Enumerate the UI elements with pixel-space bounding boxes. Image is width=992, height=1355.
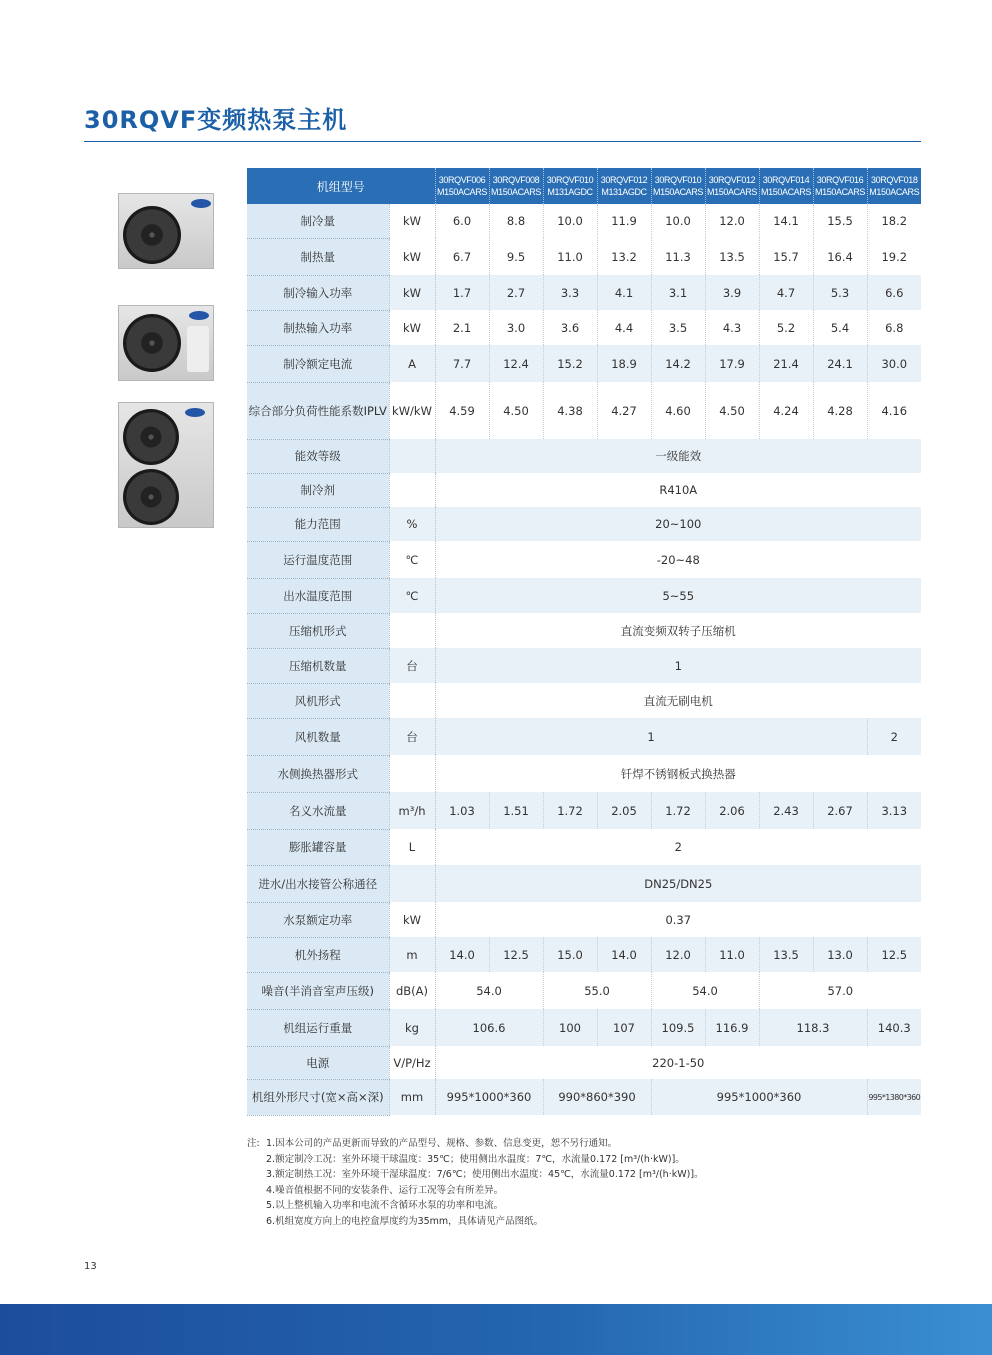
model-suffix: M131AGDC [601, 187, 647, 197]
table-row [247, 937, 921, 972]
value-cell: 1 [435, 648, 921, 683]
value-cell: 55.0 [543, 972, 651, 1009]
value-cell: 4.27 [597, 382, 651, 439]
row-label: 制冷额定电流 [247, 345, 389, 382]
row-label: 出水温度范围 [247, 578, 389, 613]
value-cell: 4.24 [759, 382, 813, 439]
table-row [247, 1079, 921, 1115]
table-row [247, 972, 921, 1009]
note-item: 5.以上整机输入功率和电流不含循环水泵的功率和电流。 [266, 1200, 504, 1211]
header-model-label: 机组型号 [247, 168, 435, 204]
row-label: 电源 [247, 1046, 389, 1079]
header-model [435, 168, 489, 204]
value-cell: 4.38 [543, 382, 597, 439]
value-cell: 57.0 [759, 972, 921, 1009]
row-label: 制热量 [247, 238, 389, 275]
value-cell: 13.5 [759, 937, 813, 972]
row-label: 风机形式 [247, 683, 389, 718]
header-model [489, 168, 543, 204]
value-cell: R410A [435, 473, 921, 507]
value-cell: 107 [597, 1009, 651, 1046]
value-cell: 54.0 [651, 972, 759, 1009]
model-suffix: M150ACARS [437, 187, 487, 197]
value-cell: 3.9 [705, 275, 759, 310]
row-label: 机组外形尺寸(宽×高×深) [247, 1079, 389, 1115]
value-cell: 钎焊不锈钢板式换热器 [435, 755, 921, 792]
row-label: 制热输入功率 [247, 310, 389, 345]
header-model [543, 168, 597, 204]
header-model [597, 168, 651, 204]
value-cell: 12.0 [651, 937, 705, 972]
value-cell: 2.1 [435, 310, 489, 345]
model-code: 30RQVF012 [708, 175, 756, 185]
table-row [247, 382, 921, 439]
brand-logo-icon [189, 311, 209, 320]
product-image-double-fan [118, 402, 214, 528]
value-cell: 220-1-50 [435, 1046, 921, 1079]
value-cell: 995*1000*360 [435, 1079, 543, 1115]
row-label: 膨胀罐容量 [247, 829, 389, 865]
value-cell: 11.0 [705, 937, 759, 972]
value-cell: 995*1000*360 [651, 1079, 867, 1115]
row-label: 噪音(半消音室声压级) [247, 972, 389, 1009]
header-model [651, 168, 705, 204]
fan-grille-icon [123, 409, 179, 465]
value-cell: 14.0 [435, 937, 489, 972]
row-label: 制冷量 [247, 204, 389, 238]
row-label: 压缩机形式 [247, 613, 389, 648]
value-cell: 20~100 [435, 507, 921, 541]
value-cell: 11.3 [651, 238, 705, 275]
value-cell: 1.7 [435, 275, 489, 310]
row-unit [389, 473, 435, 507]
value-cell: 4.60 [651, 382, 705, 439]
value-cell: 10.0 [651, 204, 705, 238]
row-unit: ℃ [389, 541, 435, 578]
note-item: 1.因本公司的产品更新而导致的产品型号、规格、参数、信息变更，恕不另行通知。 [266, 1138, 618, 1149]
notes-lead: 注: [247, 1138, 260, 1149]
table-row [247, 204, 921, 238]
brand-logo-icon [191, 199, 211, 208]
notes-section [247, 1136, 704, 1229]
row-label: 水侧换热器形式 [247, 755, 389, 792]
model-suffix: M150ACARS [707, 187, 757, 197]
table-row [247, 1009, 921, 1046]
row-unit: m [389, 937, 435, 972]
table-row [247, 541, 921, 578]
value-cell: 9.5 [489, 238, 543, 275]
value-cell: 6.7 [435, 238, 489, 275]
row-unit: dB(A) [389, 972, 435, 1009]
fan-grille-icon [123, 314, 181, 372]
row-unit: kW [389, 238, 435, 275]
row-unit: V/P/Hz [389, 1046, 435, 1079]
row-label: 机外扬程 [247, 937, 389, 972]
value-cell: 14.0 [597, 937, 651, 972]
value-cell: 4.1 [597, 275, 651, 310]
value-cell: 1.03 [435, 792, 489, 829]
row-label: 能效等级 [247, 439, 389, 473]
value-cell: 3.3 [543, 275, 597, 310]
value-cell: 106.6 [435, 1009, 543, 1046]
value-cell: 12.4 [489, 345, 543, 382]
spec-table [247, 168, 921, 1116]
title-divider [84, 141, 921, 142]
row-unit [389, 439, 435, 473]
table-row [247, 648, 921, 683]
model-suffix: M150ACARS [815, 187, 865, 197]
value-cell: 5.3 [813, 275, 867, 310]
row-unit [389, 865, 435, 902]
row-unit: kW [389, 310, 435, 345]
table-row [247, 473, 921, 507]
value-cell: 4.16 [867, 382, 921, 439]
row-unit [389, 755, 435, 792]
value-cell: 118.3 [759, 1009, 867, 1046]
value-cell: 2.43 [759, 792, 813, 829]
value-cell: 3.1 [651, 275, 705, 310]
value-cell: 直流无刷电机 [435, 683, 921, 718]
value-cell: 16.4 [813, 238, 867, 275]
value-cell: 13.0 [813, 937, 867, 972]
value-cell: 3.5 [651, 310, 705, 345]
table-header-row [247, 168, 921, 204]
row-unit: A [389, 345, 435, 382]
value-cell: 5~55 [435, 578, 921, 613]
value-cell: 6.6 [867, 275, 921, 310]
value-cell: 140.3 [867, 1009, 921, 1046]
fan-grille-icon [123, 206, 181, 264]
row-unit: 台 [389, 718, 435, 755]
note-item: 2.额定制冷工况：室外环境干球温度：35℃；使用侧出水温度：7℃，水流量0.172 [m³/(h·kW)]。 [266, 1153, 685, 1165]
value-cell: 4.59 [435, 382, 489, 439]
value-cell: 一级能效 [435, 439, 921, 473]
value-cell: 2 [867, 718, 921, 755]
model-suffix: M131AGDC [547, 187, 593, 197]
value-cell: 30.0 [867, 345, 921, 382]
product-image-single-fan-front [118, 193, 214, 269]
value-cell: 15.0 [543, 937, 597, 972]
table-row [247, 865, 921, 902]
footer-bar [0, 1304, 992, 1355]
row-unit [389, 683, 435, 718]
value-cell: 100 [543, 1009, 597, 1046]
row-unit [389, 613, 435, 648]
row-unit: m³/h [389, 792, 435, 829]
row-unit: % [389, 507, 435, 541]
value-cell: 12.5 [867, 937, 921, 972]
value-cell: 3.0 [489, 310, 543, 345]
value-cell: 109.5 [651, 1009, 705, 1046]
value-cell: 5.4 [813, 310, 867, 345]
value-cell: 6.8 [867, 310, 921, 345]
model-code: 30RQVF012 [600, 175, 648, 185]
value-cell: 1.72 [651, 792, 705, 829]
row-label: 压缩机数量 [247, 648, 389, 683]
row-label: 机组运行重量 [247, 1009, 389, 1046]
table-row [247, 1046, 921, 1079]
header-model [759, 168, 813, 204]
value-cell: 13.2 [597, 238, 651, 275]
model-code: 30RQVF014 [762, 175, 810, 185]
value-cell: 3.6 [543, 310, 597, 345]
row-label: 水泵额定功率 [247, 902, 389, 937]
value-cell: 2.67 [813, 792, 867, 829]
table-row [247, 683, 921, 718]
table-row [247, 275, 921, 310]
value-cell: 995*1380*360 [867, 1079, 921, 1115]
value-cell: 1.72 [543, 792, 597, 829]
row-label: 运行温度范围 [247, 541, 389, 578]
header-model [705, 168, 759, 204]
value-cell: 直流变频双转子压缩机 [435, 613, 921, 648]
model-suffix: M150ACARS [869, 187, 920, 197]
value-cell: 2.06 [705, 792, 759, 829]
value-cell: 17.9 [705, 345, 759, 382]
value-cell: 19.2 [867, 238, 921, 275]
value-cell: 4.28 [813, 382, 867, 439]
table-row [247, 613, 921, 648]
model-code: 30RQVF008 [492, 175, 540, 185]
value-cell: 1 [435, 718, 867, 755]
value-cell: 116.9 [705, 1009, 759, 1046]
value-cell: 15.5 [813, 204, 867, 238]
value-cell: 12.0 [705, 204, 759, 238]
value-cell: 0.37 [435, 902, 921, 937]
header-model [813, 168, 867, 204]
row-label: 能力范围 [247, 507, 389, 541]
row-unit: kW [389, 204, 435, 238]
value-cell: 11.0 [543, 238, 597, 275]
model-code: 30RQVF010 [546, 175, 594, 185]
row-label: 制冷输入功率 [247, 275, 389, 310]
value-cell: 18.9 [597, 345, 651, 382]
service-panel [187, 326, 209, 372]
value-cell: 990*860*390 [543, 1079, 651, 1115]
row-unit: kW/kW [389, 382, 435, 439]
row-unit: kW [389, 275, 435, 310]
value-cell: 2.7 [489, 275, 543, 310]
value-cell: 14.2 [651, 345, 705, 382]
value-cell: 3.13 [867, 792, 921, 829]
note-item: 6.机组宽度方向上的电控盒厚度约为35mm，具体请见产品图纸。 [266, 1215, 544, 1227]
value-cell: 5.2 [759, 310, 813, 345]
model-suffix: M150ACARS [491, 187, 541, 197]
value-cell: 54.0 [435, 972, 543, 1009]
value-cell: 2 [435, 829, 921, 865]
product-image-single-fan-angled [118, 305, 214, 381]
value-cell: 11.9 [597, 204, 651, 238]
model-suffix: M150ACARS [653, 187, 703, 197]
table-row [247, 902, 921, 937]
model-code: 30RQVF016 [816, 175, 864, 185]
value-cell: 7.7 [435, 345, 489, 382]
row-unit: L [389, 829, 435, 865]
page-number: 13 [84, 1261, 97, 1272]
row-label: 进水/出水接管公称通径 [247, 865, 389, 902]
table-row [247, 792, 921, 829]
model-code: 30RQVF018 [871, 175, 918, 185]
value-cell: 4.4 [597, 310, 651, 345]
table-row [247, 310, 921, 345]
model-suffix: M150ACARS [761, 187, 811, 197]
table-row [247, 439, 921, 473]
value-cell: 14.1 [759, 204, 813, 238]
table-row [247, 829, 921, 865]
table-row [247, 507, 921, 541]
row-unit: kg [389, 1009, 435, 1046]
header-model [867, 168, 921, 204]
value-cell: 1.51 [489, 792, 543, 829]
table-row [247, 238, 921, 275]
value-cell: 24.1 [813, 345, 867, 382]
row-unit: 台 [389, 648, 435, 683]
value-cell: 12.5 [489, 937, 543, 972]
value-cell: 4.3 [705, 310, 759, 345]
note-item: 4.噪音值根据不同的安装条件、运行工况等会有所差异。 [266, 1184, 504, 1196]
page-title: 30RQVF变频热泵主机 [84, 106, 348, 134]
brand-logo-icon [185, 408, 205, 417]
note-item: 3.额定制热工况：室外环境干湿球温度：7/6℃；使用侧出水温度：45℃，水流量0.172 [m³/(h·kW)]。 [266, 1169, 704, 1180]
value-cell: 8.8 [489, 204, 543, 238]
value-cell: 4.50 [489, 382, 543, 439]
value-cell: 6.0 [435, 204, 489, 238]
table-row [247, 578, 921, 613]
value-cell: 13.5 [705, 238, 759, 275]
row-unit: mm [389, 1079, 435, 1115]
row-label: 风机数量 [247, 718, 389, 755]
row-unit: ℃ [389, 578, 435, 613]
value-cell: 10.0 [543, 204, 597, 238]
row-label: 综合部分负荷性能系数IPLV [247, 382, 389, 439]
table-row [247, 755, 921, 792]
row-label: 制冷剂 [247, 473, 389, 507]
value-cell: DN25/DN25 [435, 865, 921, 902]
table-row [247, 718, 921, 755]
fan-grille-icon [123, 469, 179, 525]
value-cell: 4.7 [759, 275, 813, 310]
value-cell: -20~48 [435, 541, 921, 578]
row-label: 名义水流量 [247, 792, 389, 829]
value-cell: 18.2 [867, 204, 921, 238]
value-cell: 15.7 [759, 238, 813, 275]
value-cell: 4.50 [705, 382, 759, 439]
row-unit: kW [389, 902, 435, 937]
value-cell: 21.4 [759, 345, 813, 382]
value-cell: 15.2 [543, 345, 597, 382]
model-code: 30RQVF006 [438, 175, 486, 185]
value-cell: 2.05 [597, 792, 651, 829]
table-row [247, 345, 921, 382]
model-code: 30RQVF010 [654, 175, 702, 185]
